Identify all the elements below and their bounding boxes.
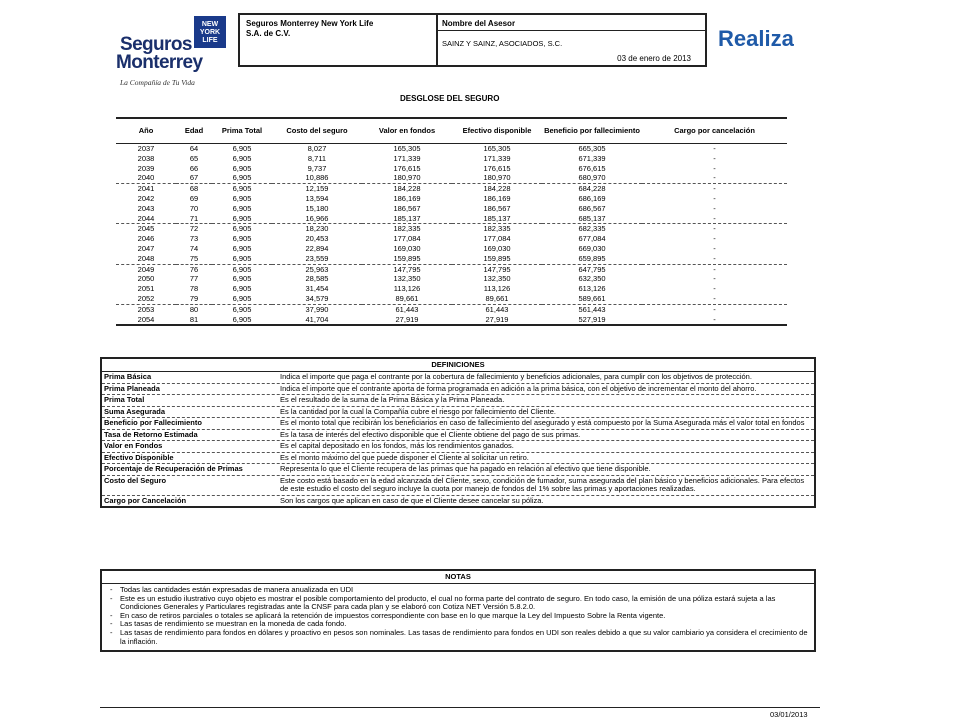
note-item: - Este es un estudio ilustrativo cuyo objeto es mostrar el posible comportamiento del producto, el cual no forma parte del contrato de seguro. En todo caso, la emisión de una póliza estará sujeta a las Condiciones Generales y Particulares registradas ante la CNSF para cada plan y se elaboró con Cotiza NET Versión 5.8.2.0. [120, 595, 810, 612]
cell-total-premium: 6,905 [212, 294, 272, 304]
document-date: 03 de enero de 2013 [617, 54, 691, 63]
definition-description: Es la tasa de interés del efectivo disponible que el Cliente obtiene del pago de sus primas. [280, 429, 581, 439]
table-row [116, 254, 787, 264]
cell-death-benefit: 686,567 [578, 203, 606, 213]
cell-cancellation-charge: - [713, 243, 716, 253]
cell-total-premium: 6,905 [232, 234, 252, 244]
product-tag: Realiza [718, 26, 794, 51]
cell-total-premium: 6,905 [232, 284, 252, 294]
cell-cancellation-charge: - [713, 264, 716, 274]
definition-term: Costo del Seguro [104, 475, 167, 485]
cell-cancellation-charge: - [713, 224, 716, 234]
col-header-age: Edad [176, 119, 212, 144]
cell-total-premium: 6,905 [232, 153, 252, 163]
cell-cancellation-charge: - [713, 184, 716, 194]
cell-death-benefit: 677,084 [578, 234, 606, 244]
definition-description: Es el resultado de la suma de la Prima Básica y la Prima Planeada. [280, 395, 505, 404]
note-item: - En caso de retiros parciales o totales se aplicará la retención de impuestos correspondiente con base en lo que marque la Ley del Impuesto Sobre la Renta vigente. [120, 612, 810, 621]
cell-cancellation-charge: - [713, 284, 716, 294]
cell-year: 2047 [137, 243, 155, 253]
cell-available-cash: 184,228 [483, 184, 511, 194]
col-header-year: Año [116, 119, 176, 144]
definition-term: Valor en Fondos [104, 441, 163, 450]
cell-total-premium: 6,905 [232, 243, 252, 253]
cell-year: 2042 [137, 193, 155, 203]
cell-available-cash: 185,137 [452, 214, 542, 224]
cell-fund-value: 176,615 [393, 163, 421, 173]
definition-description: Es el monto total que recibirán los beneficiarios en caso de fallecimiento del asegurado y está compuesto por la Suma Asegurada más el valor total en fondos [280, 418, 805, 427]
cell-fund-value: 165,305 [393, 144, 421, 153]
cell-cancellation-charge: - [713, 163, 716, 173]
cell-year: 2041 [137, 184, 155, 194]
definition-term: Efectivo Disponible [104, 452, 174, 462]
cell-age: 81 [189, 314, 199, 324]
cell-fund-value: 169,030 [393, 243, 421, 253]
cell-total-premium: 6,905 [232, 163, 252, 173]
cell-insurance-cost: 28,585 [305, 274, 329, 284]
cell-fund-value: 182,335 [393, 224, 421, 234]
cell-insurance-cost: 37,990 [305, 304, 329, 314]
table-row [116, 304, 787, 314]
cell-death-benefit: 671,339 [578, 153, 606, 163]
notes-title: NOTAS [102, 571, 814, 584]
note-item: - Todas las cantidades están expresadas de manera anualizada en UDI [120, 586, 810, 595]
cell-year: 2040 [116, 173, 176, 183]
cell-age: 65 [189, 153, 199, 163]
cell-fund-value: 132,350 [393, 274, 421, 284]
cell-death-benefit: 632,350 [578, 274, 606, 284]
cell-year: 2043 [137, 203, 155, 213]
cell-year: 2053 [137, 304, 155, 314]
cell-insurance-cost: 23,559 [272, 254, 362, 264]
cell-available-cash: 177,084 [483, 234, 511, 244]
definition-row [102, 395, 814, 407]
definition-row [102, 372, 814, 384]
advisor-label: Nombre del Asesor [442, 19, 516, 28]
definition-description: Es el capital depositado en los fondos, más los rendimientos ganados. [280, 441, 514, 450]
cell-total-premium: 6,905 [232, 264, 252, 274]
table-row [116, 194, 787, 204]
cell-year: 2051 [137, 284, 155, 294]
cell-cancellation-charge: - [642, 214, 787, 224]
cell-insurance-cost: 22,894 [305, 243, 329, 253]
definition-description: Son los cargos que aplican en caso de que el Cliente desee cancelar su póliza. [280, 495, 544, 505]
definition-term: Prima Planeada [104, 383, 160, 393]
definition-row [102, 453, 814, 465]
note-item: - Las tasas de rendimiento se muestran en la moneda de cada fondo. [120, 620, 810, 629]
cell-available-cash: 159,895 [452, 254, 542, 264]
cell-death-benefit: 589,661 [542, 294, 642, 304]
cell-fund-value: 180,970 [362, 173, 452, 183]
cell-total-premium: 6,905 [232, 144, 252, 153]
note-item: - Las tasas de rendimiento para fondos en dólares y proactivo en pesos son nominales. Las tasas de rendimiento para fondos en UDI son reales debido a que su valor cambiario ya considera el crecimiento de la inflación. [120, 629, 810, 646]
cell-fund-value: 185,137 [362, 214, 452, 224]
cell-death-benefit: 561,443 [578, 304, 606, 314]
cell-year: 2052 [116, 294, 176, 304]
notes-list [102, 584, 814, 650]
cell-death-benefit: 680,970 [542, 173, 642, 183]
table-row [116, 214, 787, 224]
table-row [116, 315, 787, 325]
cell-cancellation-charge: - [713, 314, 716, 324]
cell-death-benefit: 682,335 [578, 224, 606, 234]
breakdown-table [116, 117, 787, 326]
advisor-name: SAINZ Y SAINZ, ASOCIADOS, S.C. [442, 39, 563, 48]
cell-insurance-cost: 12,159 [305, 184, 329, 194]
cell-death-benefit: 665,305 [578, 144, 606, 153]
cell-death-benefit: 647,795 [578, 264, 606, 274]
col-header-fund-value: Valor en fondos [362, 119, 452, 144]
cell-insurance-cost: 16,966 [272, 214, 362, 224]
table-row [116, 184, 787, 194]
cell-year: 2038 [137, 153, 155, 163]
cell-age: 67 [176, 173, 212, 183]
col-header-available-cash: Efectivo disponible [452, 119, 542, 144]
cell-insurance-cost: 34,579 [272, 294, 362, 304]
cell-year: 2037 [137, 144, 155, 153]
cell-cancellation-charge: - [713, 193, 716, 203]
cell-fund-value: 113,126 [393, 284, 421, 294]
cell-death-benefit: 669,030 [578, 243, 606, 253]
definition-term: Prima Total [104, 395, 145, 404]
col-header-cancellation-charge: Cargo por cancelación [642, 119, 787, 144]
cell-fund-value: 27,919 [395, 314, 419, 324]
cell-total-premium: 6,905 [212, 254, 272, 264]
table-row [116, 173, 787, 183]
table-row [116, 294, 787, 304]
cell-cancellation-charge: - [713, 144, 716, 153]
cell-fund-value: 159,895 [362, 254, 452, 264]
table-row [116, 244, 787, 254]
cell-cancellation-charge: - [713, 274, 716, 284]
cell-total-premium: 6,905 [212, 214, 272, 224]
cell-available-cash: 165,305 [483, 144, 511, 153]
cell-total-premium: 6,905 [232, 203, 252, 213]
definition-term: Porcentaje de Recuperación de Primas [104, 464, 243, 473]
cell-total-premium: 6,905 [232, 274, 252, 284]
cell-fund-value: 147,795 [393, 264, 421, 274]
cell-available-cash: 169,030 [483, 243, 511, 253]
cell-death-benefit: 684,228 [578, 184, 606, 194]
cell-available-cash: 27,919 [485, 314, 509, 324]
cell-available-cash: 176,615 [483, 163, 511, 173]
cell-cancellation-charge: - [642, 173, 787, 183]
definition-row [102, 496, 814, 507]
cell-year: 2054 [137, 314, 155, 324]
logo-brand-line2: Monterrey [116, 52, 203, 73]
definition-term: Prima Básica [104, 372, 152, 381]
cell-cancellation-charge: - [642, 254, 787, 264]
table-row [116, 234, 787, 244]
cell-insurance-cost: 13,594 [305, 193, 329, 203]
cell-age: 72 [189, 224, 199, 234]
cell-death-benefit: 685,137 [542, 214, 642, 224]
logo-tagline: La Compañía de Tu Vida [120, 78, 195, 87]
table-row [116, 204, 787, 214]
cell-available-cash: 182,335 [483, 224, 511, 234]
definitions-body [102, 372, 814, 506]
col-header-death-benefit: Beneficio por fallecimiento [542, 119, 642, 144]
seguros-monterrey-logo [116, 14, 236, 87]
logo-brand-line1: Seguros [120, 34, 192, 55]
cell-year: 2039 [137, 163, 155, 173]
definition-term: Beneficio por Fallecimiento [104, 418, 202, 427]
new-york-life-mark: NEW YORK LIFE [194, 16, 226, 48]
cell-available-cash: 89,661 [452, 294, 542, 304]
cell-insurance-cost: 41,704 [305, 314, 329, 324]
cell-year: 2048 [116, 254, 176, 264]
cell-year: 2049 [137, 264, 155, 274]
cell-fund-value: 89,661 [362, 294, 452, 304]
definition-term: Suma Asegurada [104, 406, 165, 416]
definition-description: Este costo está basado en la edad alcanzada del Cliente, sexo, condición de fumador, suma asegurada del plan básico y beneficios adicionales. Para efectos de este estudio el costo del seguro incluye la cuota por manejo de fondos del 1% sobre las primas y aportaciones realizadas. [280, 475, 805, 493]
cell-year: 2046 [137, 234, 155, 244]
cell-age: 71 [176, 214, 212, 224]
cell-age: 69 [189, 193, 199, 203]
cell-age: 68 [189, 184, 199, 194]
cell-fund-value: 61,443 [395, 304, 419, 314]
cell-cancellation-charge: - [713, 234, 716, 244]
col-header-insurance-cost: Costo del seguro [272, 119, 362, 144]
cell-available-cash: 147,795 [483, 264, 511, 274]
table-row [116, 144, 787, 154]
breakdown-header-row [116, 119, 787, 144]
definition-row [102, 430, 814, 442]
notes-box [100, 569, 816, 652]
col-header-total-premium: Prima Total [212, 119, 272, 144]
cell-death-benefit: 686,169 [578, 193, 606, 203]
cell-age: 79 [176, 294, 212, 304]
cell-insurance-cost: 9,737 [307, 163, 327, 173]
advisor-divider [438, 30, 706, 31]
cell-age: 64 [189, 144, 199, 153]
definition-row [102, 418, 814, 430]
cell-fund-value: 177,084 [393, 234, 421, 244]
company-name-line1: Seguros Monterrey New York Life [246, 19, 374, 28]
cell-age: 74 [189, 243, 199, 253]
table-row [116, 284, 787, 294]
cell-year: 2050 [137, 274, 155, 284]
cell-insurance-cost: 8,027 [307, 144, 327, 153]
definition-description: Indica el importe que paga el contrante por la cobertura de fallecimiento y beneficios adicionales, para cumplir con los objetivos de protección. [280, 372, 752, 381]
cell-available-cash: 171,339 [483, 153, 511, 163]
cell-death-benefit: 659,895 [542, 254, 642, 264]
definition-row [102, 407, 814, 419]
cell-age: 75 [176, 254, 212, 264]
cell-age: 76 [189, 264, 199, 274]
cell-fund-value: 186,169 [393, 193, 421, 203]
header-divider [436, 15, 438, 65]
cell-age: 80 [189, 304, 199, 314]
cell-available-cash: 180,970 [452, 173, 542, 183]
table-row [116, 224, 787, 234]
cell-insurance-cost: 18,230 [305, 224, 329, 234]
cell-age: 66 [189, 163, 199, 173]
cell-available-cash: 186,169 [483, 193, 511, 203]
cell-insurance-cost: 25,963 [305, 264, 329, 274]
cell-age: 78 [189, 284, 199, 294]
cell-fund-value: 186,567 [393, 203, 421, 213]
definition-term: Cargo por Cancelación [104, 495, 187, 505]
footer-date: 03/01/2013 [770, 710, 808, 719]
cell-total-premium: 6,905 [232, 193, 252, 203]
breakdown-body [116, 144, 787, 325]
table-row [116, 164, 787, 174]
definition-row [102, 464, 814, 476]
cell-cancellation-charge: - [642, 294, 787, 304]
cell-fund-value: 184,228 [393, 184, 421, 194]
cell-available-cash: 61,443 [485, 304, 509, 314]
table-row [116, 264, 787, 274]
definition-row [102, 476, 814, 496]
cell-cancellation-charge: - [713, 153, 716, 163]
cell-fund-value: 171,339 [393, 153, 421, 163]
definition-description: Es la cantidad por la cual la Compañía cubre el riesgo por fallecimiento del Cliente. [280, 406, 556, 416]
cell-available-cash: 113,126 [483, 284, 511, 294]
header-box [238, 13, 707, 67]
cell-total-premium: 6,905 [232, 304, 252, 314]
definitions-title: DEFINICIONES [102, 359, 814, 372]
cell-insurance-cost: 8,711 [307, 153, 327, 163]
breakdown-title: DESGLOSE DEL SEGURO [400, 94, 500, 103]
definition-row [102, 441, 814, 453]
definition-term: Tasa de Retorno Estimada [104, 429, 198, 439]
cell-insurance-cost: 20,453 [305, 234, 329, 244]
cell-insurance-cost: 10,886 [272, 173, 362, 183]
cell-insurance-cost: 15,180 [305, 203, 329, 213]
definition-description: Es el monto máximo del que puede disponer el Cliente al solicitar un retiro. [280, 452, 529, 462]
cell-insurance-cost: 31,454 [305, 284, 329, 294]
footer-rule [100, 707, 820, 708]
cell-total-premium: 6,905 [212, 173, 272, 183]
cell-age: 70 [189, 203, 199, 213]
cell-total-premium: 6,905 [232, 184, 252, 194]
cell-death-benefit: 613,126 [578, 284, 606, 294]
cell-age: 73 [189, 234, 199, 244]
cell-age: 77 [189, 274, 199, 284]
table-row [116, 274, 787, 284]
definition-description: Representa lo que el Cliente recupera de las primas que ha pagado en relación al efectivo que tiene disponible. [280, 464, 651, 473]
cell-death-benefit: 527,919 [578, 314, 606, 324]
cell-available-cash: 186,567 [483, 203, 511, 213]
cell-total-premium: 6,905 [232, 314, 252, 324]
cell-total-premium: 6,905 [232, 224, 252, 234]
cell-year: 2045 [137, 224, 155, 234]
cell-cancellation-charge: - [713, 304, 716, 314]
cell-available-cash: 132,350 [483, 274, 511, 284]
company-name-line2: S.A. de C.V. [246, 29, 291, 38]
definitions-table [100, 357, 816, 508]
definition-description: Indica el importe que el contrante aporta de forma programada en adición a la prima básica, con el objetivo de incrementar el monto del ahorro. [280, 383, 757, 393]
cell-cancellation-charge: - [713, 203, 716, 213]
table-row [116, 154, 787, 164]
definition-row [102, 384, 814, 396]
cell-death-benefit: 676,615 [578, 163, 606, 173]
cell-year: 2044 [116, 214, 176, 224]
